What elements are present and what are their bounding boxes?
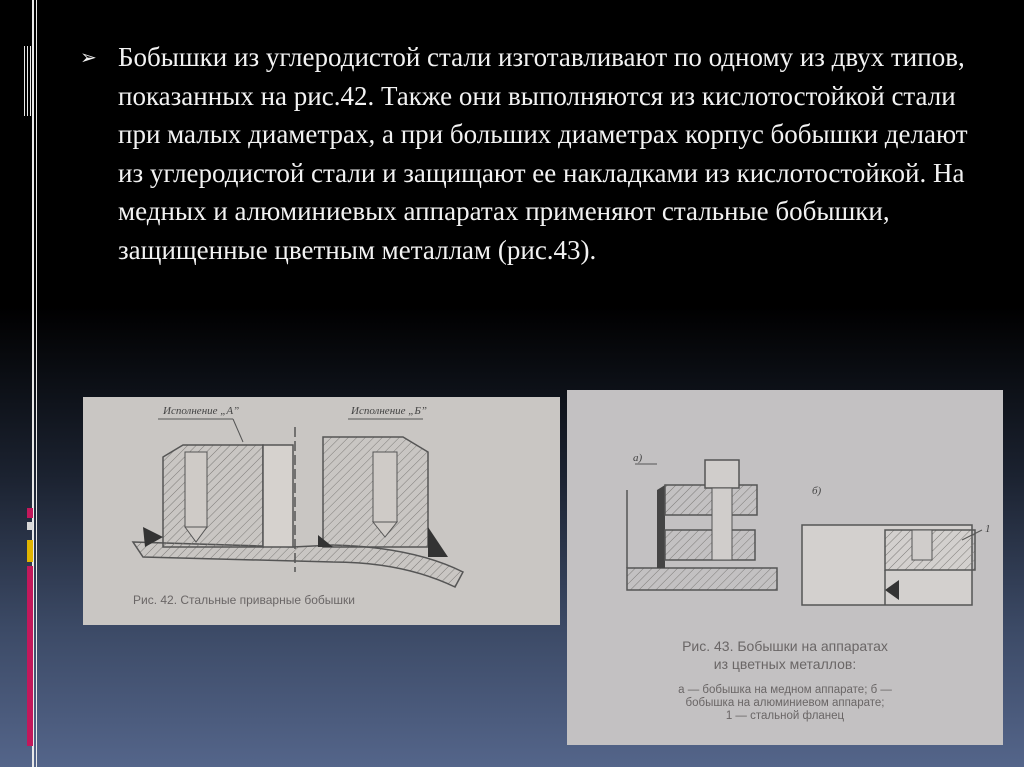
figure-43-caption-line: Рис. 43. Бобышки на аппаратах bbox=[682, 638, 888, 654]
decor-bar-pink bbox=[27, 566, 33, 746]
figure-43-label-1: 1 bbox=[985, 523, 991, 535]
figure-43-photo bbox=[567, 390, 1003, 745]
decor-line bbox=[27, 46, 28, 116]
figure-42-caption: Рис. 42. Стальные приварные бобышки bbox=[133, 593, 355, 607]
figure-43-label-a: а) bbox=[633, 452, 643, 464]
decor-line bbox=[36, 0, 37, 767]
figure-43-drawing bbox=[567, 390, 1003, 630]
left-decoration bbox=[0, 0, 40, 767]
decor-line bbox=[30, 46, 31, 116]
slide-text bbox=[80, 38, 980, 269]
figure-42-label-b: Исполнение „Б” bbox=[351, 405, 428, 417]
arrow-bullet-icon: ➢ bbox=[80, 45, 97, 69]
figure-43-caption-line: бобышка на алюминиевом аппарате; bbox=[685, 697, 885, 709]
figure-42-drawing bbox=[83, 397, 560, 625]
decor-square-grey bbox=[27, 522, 33, 530]
figure-43-caption-line: из цветных металлов: bbox=[713, 656, 857, 672]
figure-43-caption-line: 1 — стальной фланец bbox=[725, 710, 845, 722]
figure-43-label-b: б) bbox=[812, 485, 822, 497]
figure-43-caption-line: а — бобышка на медном аппарате; б — bbox=[678, 684, 892, 696]
decor-square-pink bbox=[27, 508, 33, 518]
decor-square-yellow bbox=[27, 540, 33, 562]
decor-line bbox=[24, 46, 25, 116]
figure-42-photo bbox=[83, 397, 560, 625]
main-paragraph: Бобышки из углеродистой стали изготавливают по одному из двух типов, показанных на рис.42. Также они выполняются из кислотостойкой стали при малых диаметрах, а при больших диаметрах корпус бобышки делают из углеродистой стали и защищают ее накладками из кислотостойкой. На медных и алюминиевых аппаратах применяют стальные бобышки, защищенные цветным металлам (рис.43). bbox=[118, 42, 968, 265]
figure-42-label-a: Исполнение „А” bbox=[163, 405, 240, 417]
